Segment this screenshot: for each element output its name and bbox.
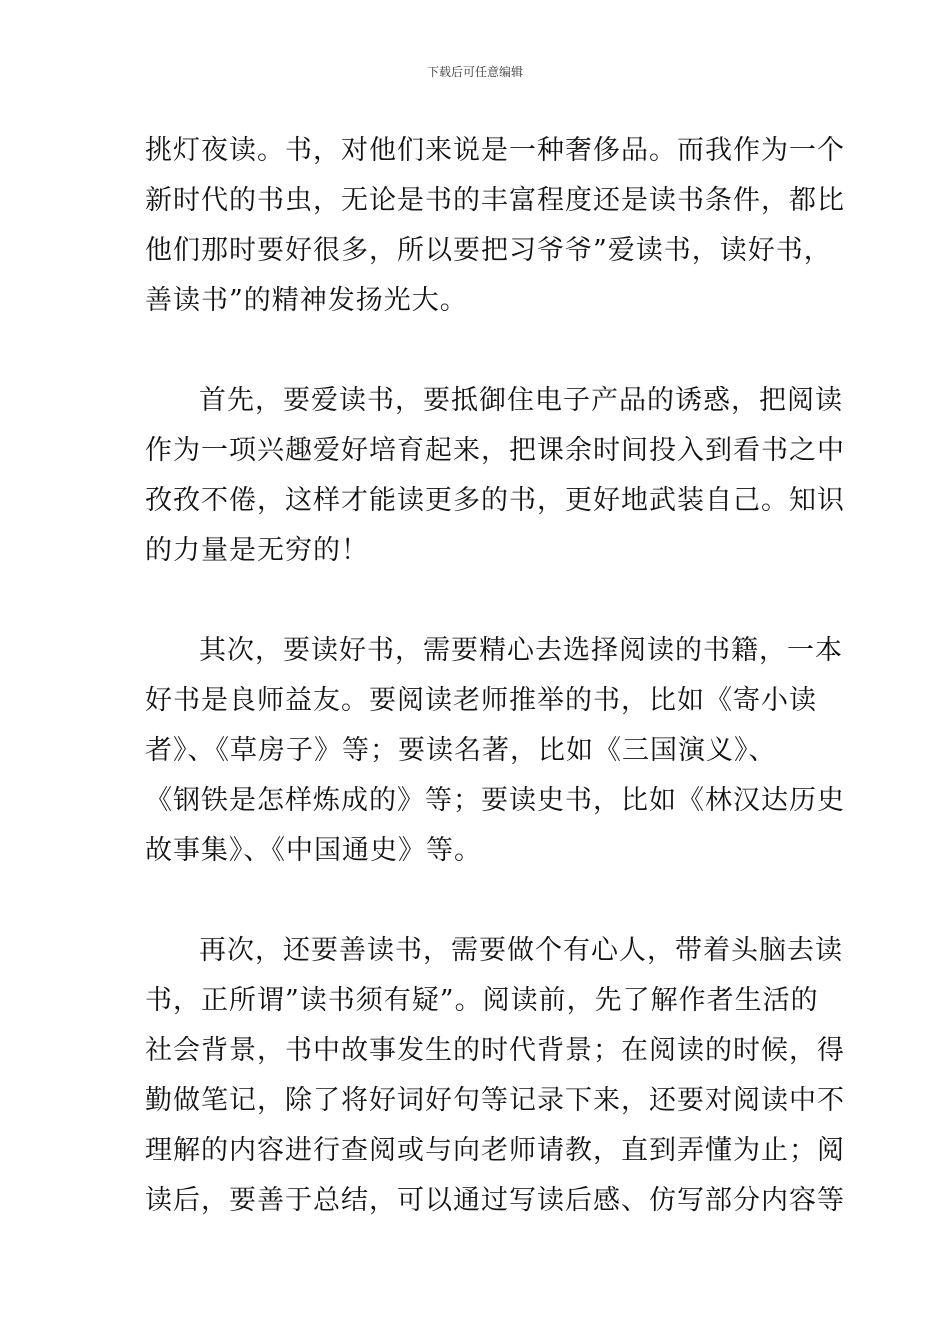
paragraph-1 [145,126,845,326]
text-line: 故事集》、《中国通史》等。 [145,835,482,866]
text-line: 者》、《草房子》等；要读名著，比如《三国演义》、 [145,735,777,766]
text-line: 好书是良师益友。要阅读老师推举的书，比如《寄小读 [145,685,817,716]
document-body [145,126,845,1276]
text-line: 首先，要爱读书，要抵御住电子产品的诱惑，把阅读 [199,385,843,416]
text-line: 读后，要善于总结，可以通过写读后感、仿写部分内容等 [145,1185,845,1216]
text-line: 挑灯夜读。书，对他们来说是一种奢侈品。而我作为一个 [145,135,845,166]
paragraph-2 [145,376,845,576]
text-line: 理解的内容进行查阅或与向老师请教，直到弄懂为止；阅 [145,1135,845,1166]
text-line: 孜孜不倦，这样才能读更多的书，更好地武装自己。知识 [145,485,845,516]
text-line: 作为一项兴趣爱好培育起来，把课余时间投入到看书之中 [145,435,845,466]
text-line: 《钢铁是怎样炼成的》等；要读史书，比如《林汉达历史 [145,785,845,816]
paragraph-3 [145,626,845,876]
text-line: 勤做笔记，除了将好词好句等记录下来，还要对阅读中不 [145,1085,845,1116]
text-line: 新时代的书虫，无论是书的丰富程度还是读书条件，都比 [145,185,845,216]
text-line: 他们那时要好很多，所以要把习爷爷”爱读书，读好书， [145,235,832,266]
paragraph-4 [145,926,845,1226]
text-line: 的力量是无穷的！ [145,535,369,566]
text-line: 书，正所谓”读书须有疑”。阅读前，先了解作者生活的 [145,985,819,1016]
download-note: 下载后可任意编辑 [426,65,523,79]
text-line: 社会背景，书中故事发生的时代背景；在阅读的时候，得 [145,1035,845,1066]
text-line: 善读书”的精神发扬光大。 [145,285,468,316]
text-line: 其次，要读好书，需要精心去选择阅读的书籍，一本 [199,635,843,666]
text-line: 再次，还要善读书，需要做个有心人，带着头脑去读 [199,935,843,966]
